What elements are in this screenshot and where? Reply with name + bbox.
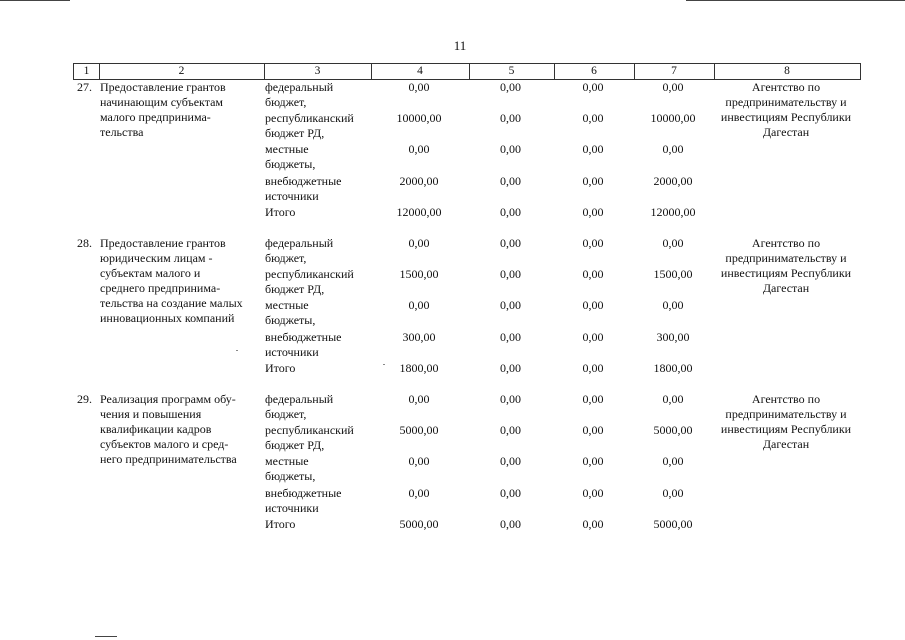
funding-source-label: местные: [265, 454, 309, 469]
funding-source-label: источники: [265, 188, 319, 203]
amount-cell-c5: 0,00: [500, 236, 521, 250]
amount-cell-c7: 10000,00: [650, 111, 696, 126]
amount-cell-c6: 0,00: [582, 360, 604, 375]
amount-cell-c6: 0,00: [582, 423, 604, 438]
amount-cell-c6: 0,00: [582, 485, 604, 500]
amount-cell-c5: 0,00: [500, 142, 521, 157]
funding-source-label: внебюджетные: [265, 173, 342, 188]
amount-cell-c5: 0,00: [500, 298, 521, 313]
amount-cell-c5: 0,00: [500, 516, 521, 531]
header-col-3: 3: [314, 65, 321, 77]
amount-cell-c6: 0,00: [582, 236, 604, 250]
table-header-row: [73, 63, 861, 80]
funding-source-label: бюджет,: [265, 251, 307, 265]
row-description-line: квалификации кадров: [100, 422, 212, 436]
header-col-4: 4: [417, 65, 423, 77]
amount-cell-c4: 5000,00: [399, 423, 439, 438]
amount-cell-c4: 10000,00: [396, 111, 442, 126]
amount-cell-c6: 0,00: [582, 298, 604, 313]
scan-edge-line-left: [0, 0, 70, 1]
header-col-7: 7: [671, 65, 677, 77]
row-description-line: Реализация программ обу-: [100, 392, 236, 406]
row-description-line: чения и повышения: [100, 407, 202, 421]
amount-cell-c4: 0,00: [408, 298, 430, 313]
row-description-line: среднего предпринима-: [100, 281, 221, 295]
row-description-line: малого предпринима-: [100, 110, 211, 124]
header-separator: [264, 64, 265, 79]
amount-cell-c6: 0,00: [582, 454, 604, 469]
scan-edge-line-bottom: [95, 636, 117, 637]
amount-cell-c7: 300,00: [656, 329, 690, 344]
funding-source-label: внебюджетные: [265, 485, 342, 500]
funding-source-label: федеральный: [265, 392, 334, 406]
amount-cell-c7: 0,00: [662, 142, 684, 157]
funding-source-label: источники: [265, 500, 319, 515]
funding-source-label: республиканский: [265, 111, 354, 126]
row-number: 28.: [77, 236, 92, 250]
amount-cell-c7: 0,00: [662, 80, 684, 94]
funding-source-label: местные: [265, 298, 309, 313]
amount-cell-c7: 1800,00: [653, 360, 693, 375]
funding-source-label: бюджет РД,: [265, 282, 325, 297]
header-col-1: 1: [83, 65, 90, 77]
agency-line: Дагестан: [762, 125, 810, 139]
amount-cell-c5: 0,00: [500, 204, 521, 219]
amount-cell-c7: 1500,00: [653, 267, 693, 282]
amount-cell-c5: 0,00: [500, 173, 521, 188]
scan-edge-line-right: [686, 0, 905, 1]
funding-source-label: внебюджетные: [265, 329, 342, 344]
header-separator: [554, 64, 555, 79]
row-description-line: тельства: [100, 125, 144, 139]
row-description-line: Предоставление грантов: [100, 236, 226, 250]
funding-source-label: бюджет,: [265, 95, 307, 109]
agency-line: Агентство по: [751, 392, 821, 406]
amount-cell-c5: 0,00: [500, 80, 521, 94]
amount-cell-c7: 2000,00: [653, 173, 693, 188]
amount-cell-c5: 0,00: [500, 454, 521, 469]
row-description-line: субъектов малого и сред-: [100, 437, 229, 451]
header-col-2: 2: [178, 65, 185, 77]
amount-cell-c4: 0,00: [408, 236, 430, 250]
amount-cell-c6: 0,00: [582, 142, 604, 157]
amount-cell-c5: 0,00: [500, 267, 521, 282]
agency-line: Агентство по: [751, 236, 821, 250]
amount-cell-c6: 0,00: [582, 204, 604, 219]
header-col-8: 8: [784, 65, 790, 77]
funding-source-label: федеральный: [265, 236, 334, 250]
row-description-line: инновационных компаний: [100, 311, 235, 325]
amount-cell-c7: 5000,00: [653, 516, 693, 531]
page-number: 11: [453, 38, 467, 53]
amount-cell-c4: 0,00: [408, 80, 430, 94]
funding-source-label: Итого: [265, 516, 296, 531]
amount-cell-c4: 300,00: [402, 329, 436, 344]
funding-source-label: бюджеты,: [265, 157, 316, 172]
funding-source-label: Итого: [265, 360, 296, 375]
amount-cell-c4: 0,00: [408, 142, 430, 157]
amount-cell-c6: 0,00: [582, 173, 604, 188]
agency-line: Агентство по: [751, 80, 821, 94]
funding-source-label: местные: [265, 142, 309, 157]
agency-line: инвестициям Республики: [720, 266, 852, 280]
funding-source-label: республиканский: [265, 267, 354, 282]
header-separator: [714, 64, 715, 79]
amount-cell-c7: 5000,00: [653, 423, 693, 438]
amount-cell-c7: 0,00: [662, 454, 684, 469]
funding-source-label: Итого: [265, 204, 296, 219]
amount-cell-c7: 0,00: [662, 236, 684, 250]
amount-cell-c4: 12000,00: [396, 204, 442, 219]
amount-cell-c6: 0,00: [582, 267, 604, 282]
amount-cell-c5: 0,00: [500, 360, 521, 375]
agency-line: инвестициям Республики: [720, 110, 852, 124]
amount-cell-c6: 0,00: [582, 392, 604, 406]
header-separator: [99, 64, 100, 79]
amount-cell-c7: 0,00: [662, 392, 684, 406]
row-description-line: начинающим субъектам: [100, 95, 224, 109]
header-col-5: 5: [508, 65, 515, 77]
row-description-line: Предоставление грантов: [100, 80, 226, 94]
row-description-line: него предпринимательства: [100, 452, 237, 466]
amount-cell-c6: 0,00: [582, 329, 604, 344]
row-number: 29.: [77, 392, 92, 406]
agency-line: предпринимательству и: [725, 95, 847, 109]
amount-cell-c4: 0,00: [408, 454, 430, 469]
agency-line: предпринимательству и: [725, 407, 847, 421]
agency-line: инвестициям Республики: [720, 422, 852, 436]
amount-cell-c5: 0,00: [500, 111, 521, 126]
amount-cell-c7: 0,00: [662, 485, 684, 500]
header-col-6: 6: [591, 65, 597, 77]
amount-cell-c5: 0,00: [500, 423, 521, 438]
funding-source-label: источники: [265, 344, 319, 359]
row-description-line: субъектам малого и: [100, 266, 201, 280]
header-separator: [469, 64, 470, 79]
funding-source-label: бюджет РД,: [265, 126, 325, 141]
funding-source-label: бюджет РД,: [265, 438, 325, 453]
agency-line: Дагестан: [762, 437, 810, 451]
amount-cell-c4: 1800,00: [399, 360, 439, 375]
funding-source-label: бюджеты,: [265, 313, 316, 328]
amount-cell-c5: 0,00: [500, 485, 521, 500]
amount-cell-c6: 0,00: [582, 80, 604, 94]
amount-cell-c4: 0,00: [408, 485, 430, 500]
agency-line: Дагестан: [762, 281, 810, 295]
row-description-line: юридическим лицам -: [100, 251, 213, 265]
header-separator: [371, 64, 372, 79]
amount-cell-c4: 5000,00: [399, 516, 439, 531]
row-number: 27.: [77, 80, 92, 94]
amount-cell-c6: 0,00: [582, 516, 604, 531]
amount-cell-c4: 0,00: [408, 392, 430, 406]
amount-cell-c5: 0,00: [500, 392, 521, 406]
amount-cell-c7: 12000,00: [650, 204, 696, 219]
amount-cell-c5: 0,00: [500, 329, 521, 344]
amount-cell-c4: 1500,00: [399, 267, 439, 282]
header-separator: [634, 64, 635, 79]
funding-source-label: федеральный: [265, 80, 334, 94]
funding-source-label: бюджет,: [265, 407, 307, 421]
amount-cell-c4: 2000,00: [399, 173, 439, 188]
funding-source-label: бюджеты,: [265, 469, 316, 484]
scan-speck: [236, 350, 238, 351]
agency-line: предпринимательству и: [725, 251, 847, 265]
funding-source-label: республиканский: [265, 423, 354, 438]
amount-cell-c7: 0,00: [662, 298, 684, 313]
amount-cell-c6: 0,00: [582, 111, 604, 126]
row-description-line: тельства на создание малых: [100, 296, 243, 310]
